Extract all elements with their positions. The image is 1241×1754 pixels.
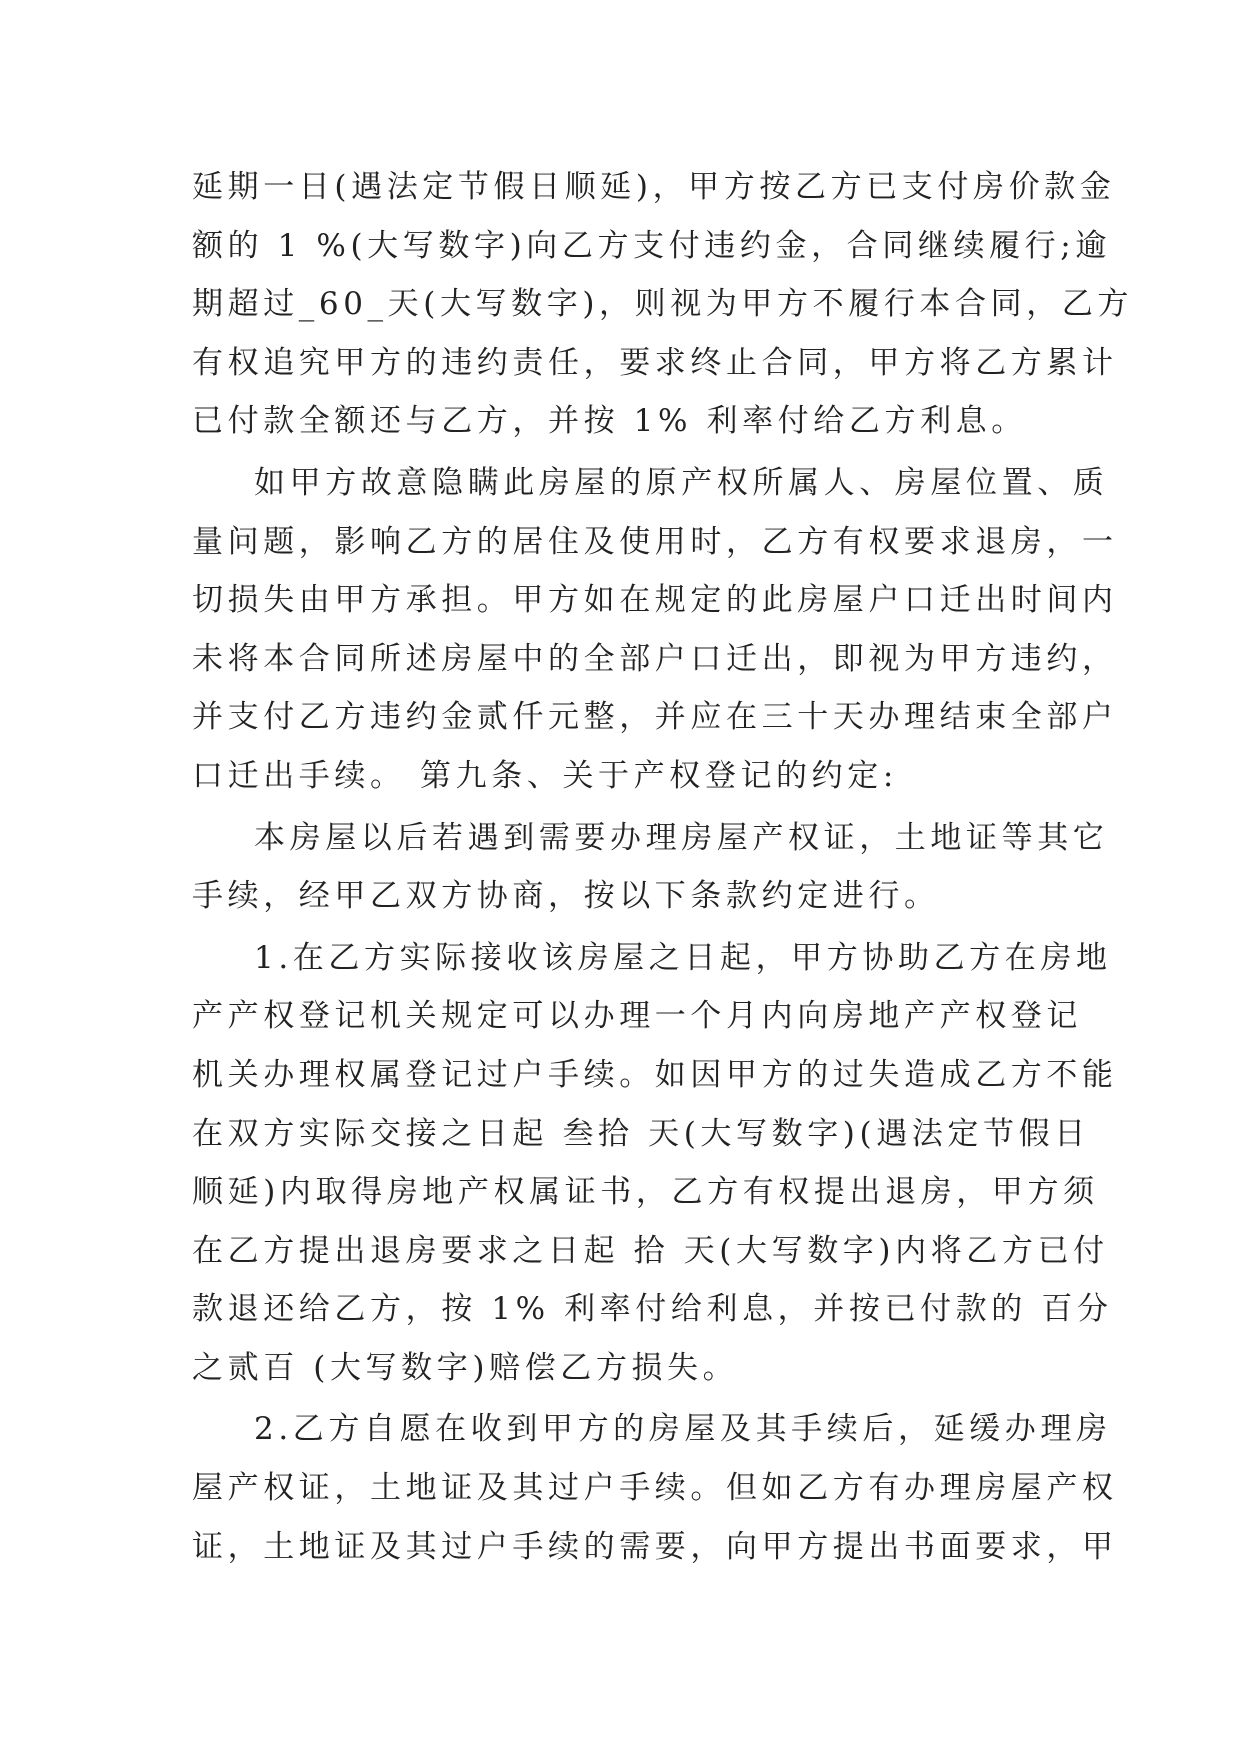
text-line: 延期一日(遇法定节假日顺延)，甲方按乙方已支付房价款金 [192, 169, 1116, 205]
text-line: 口迁出手续。 第九条、关于产权登记的约定: [192, 757, 898, 794]
text-line: 产产权登记机关规定可以办理一个月内向房地产产权登记 [192, 998, 1082, 1035]
text-line: 已付款全额还与乙方，并按 1% 利率付给乙方利息。 [192, 403, 1027, 440]
text-line: 期超过_60_天(大写数字)，则视为甲方不履行本合同，乙方 [192, 286, 1134, 323]
text-line: 本房屋以后若遇到需要办理房屋产权证，土地证等其它 [254, 819, 1109, 856]
text-line: 机关办理权属登记过户手续。如因甲方的过失造成乙方不能 [192, 1056, 1118, 1093]
text-line: 证，土地证及其过户手续的需要，向甲方提出书面要求，甲 [192, 1528, 1118, 1565]
text-line: 量问题，影响乙方的居住及使用时，乙方有权要求退房，一 [192, 523, 1118, 560]
paragraph-clause-1 [192, 929, 1118, 1398]
text-line: 在双方实际交接之日起 叁拾 天(大写数字)(遇法定节假日 [192, 1115, 1090, 1152]
text-line: 有权追究甲方的违约责任，要求终止合同，甲方将乙方累计 [192, 344, 1118, 381]
document-body [192, 158, 1134, 1576]
text-line: 屋产权证，土地证及其过户手续。但如乙方有办理房屋产权 [192, 1470, 1118, 1507]
text-line: 顺延)内取得房地产权属证书，乙方有权提出退房，甲方须 [192, 1174, 1099, 1211]
text-line: 额的 1 %(大写数字)向乙方支付违约金，合同继续履行;逾 [192, 227, 1111, 264]
text-line: 在乙方提出退房要求之日起 拾 天(大写数字)内将乙方已付 [192, 1232, 1109, 1269]
paragraph-registration-intro [192, 809, 1109, 926]
text-line: 手续，经甲乙双方协商，按以下条款约定进行。 [192, 878, 940, 915]
text-line: 2.乙方自愿在收到甲方的房屋及其手续后，延缓办理房 [254, 1411, 1112, 1448]
text-line: 未将本合同所述房屋中的全部户口迁出，即视为甲方违约， [192, 640, 1118, 677]
text-line: 切损失由甲方承担。甲方如在规定的此房屋户口迁出时间内 [192, 582, 1118, 619]
paragraph-penalty-clause [192, 158, 1134, 451]
text-line: 1.在乙方实际接收该房屋之日起，甲方协助乙方在房地 [254, 939, 1112, 976]
paragraph-concealment-clause [192, 454, 1118, 806]
text-line: 之贰百 (大写数字)赔偿乙方损失。 [192, 1349, 739, 1386]
text-line: 如甲方故意隐瞒此房屋的原产权所属人、房屋位置、质 [254, 464, 1109, 501]
text-line: 款退还给乙方，按 1% 利率付给利息，并按已付款的 百分 [192, 1291, 1113, 1328]
text-line: 并支付乙方违约金贰仟元整，并应在三十天办理结束全部户 [192, 699, 1118, 736]
paragraph-clause-2 [192, 1400, 1118, 1576]
